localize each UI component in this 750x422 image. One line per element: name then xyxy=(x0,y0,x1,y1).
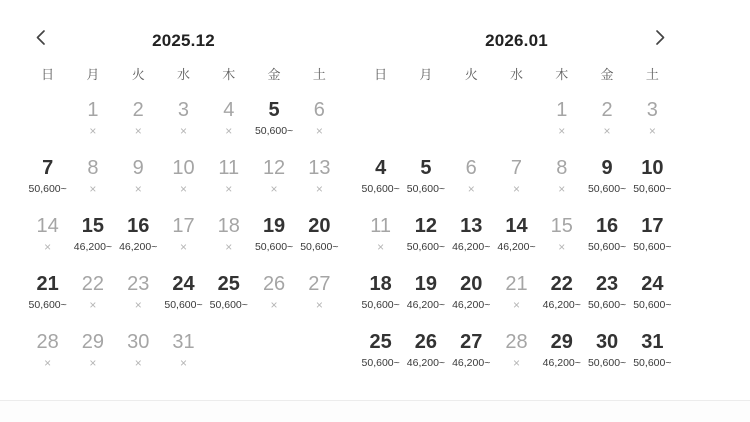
day-number: 6 xyxy=(313,99,325,121)
weekday-label: 土 xyxy=(312,67,326,82)
day-number: 16 xyxy=(595,215,619,237)
day-cell xyxy=(25,206,70,264)
empty-cell xyxy=(494,90,539,148)
day-number: 29 xyxy=(550,331,573,353)
day-price: 50,600~ xyxy=(361,357,400,369)
unavailable-mark: × xyxy=(134,182,142,196)
day-cell[interactable] xyxy=(358,322,403,380)
empty-cell xyxy=(358,90,403,148)
day-number: 15 xyxy=(550,215,573,237)
empty-cell xyxy=(403,90,448,148)
day-number: 9 xyxy=(132,157,144,179)
unavailable-mark: × xyxy=(179,124,187,138)
day-price: 46,200~ xyxy=(452,299,491,311)
day-price: 46,200~ xyxy=(119,241,158,253)
month-title-left: 2025.12 xyxy=(152,31,215,50)
day-cell[interactable] xyxy=(403,148,448,206)
day-number: 30 xyxy=(127,331,150,353)
calendar-header-left xyxy=(25,24,342,58)
weekday-label: 木 xyxy=(222,67,236,82)
day-number: 14 xyxy=(36,215,59,237)
weekday-label: 水 xyxy=(176,67,190,82)
day-number: 17 xyxy=(172,215,195,237)
empty-cell xyxy=(251,322,296,380)
month-title-right: 2026.01 xyxy=(485,31,548,50)
day-cell[interactable] xyxy=(25,264,70,322)
day-number: 7 xyxy=(510,157,523,179)
day-cell xyxy=(70,264,115,322)
unavailable-mark: × xyxy=(89,182,97,196)
day-number: 18 xyxy=(369,273,392,295)
day-cell xyxy=(25,322,70,380)
day-cell xyxy=(539,90,584,148)
day-number: 27 xyxy=(308,273,331,295)
weekday-label: 火 xyxy=(464,67,478,82)
day-price: 50,600~ xyxy=(587,183,627,195)
day-number: 20 xyxy=(460,273,483,295)
day-number: 5 xyxy=(268,99,280,121)
weekday-label: 日 xyxy=(374,67,388,82)
prev-month-button[interactable] xyxy=(27,26,53,52)
weekday-label: 月 xyxy=(419,67,433,82)
day-cell xyxy=(539,148,584,206)
unavailable-mark: × xyxy=(512,298,520,312)
day-cell xyxy=(70,322,115,380)
weekday-label: 金 xyxy=(600,67,614,82)
day-cell[interactable] xyxy=(449,206,494,264)
day-cell[interactable] xyxy=(297,206,342,264)
unavailable-mark: × xyxy=(377,240,385,254)
day-number: 4 xyxy=(223,99,235,121)
day-number: 12 xyxy=(262,157,286,179)
day-number: 30 xyxy=(595,331,619,353)
day-cell[interactable] xyxy=(584,206,629,264)
day-cell[interactable] xyxy=(584,264,629,322)
day-number: 20 xyxy=(308,215,331,237)
day-number: 19 xyxy=(262,215,286,237)
day-number: 21 xyxy=(36,273,59,295)
weekday-label: 日 xyxy=(41,67,55,82)
day-cell xyxy=(206,206,251,264)
day-price: 50,600~ xyxy=(209,299,248,311)
unavailable-mark: × xyxy=(648,124,656,138)
day-number: 16 xyxy=(127,215,150,237)
day-number: 14 xyxy=(505,215,528,237)
chevron-left-icon xyxy=(35,29,46,49)
unavailable-mark: × xyxy=(134,298,142,312)
day-number: 8 xyxy=(556,157,568,179)
day-cell[interactable] xyxy=(630,148,675,206)
day-number: 28 xyxy=(36,331,59,353)
unavailable-mark: × xyxy=(225,240,233,254)
day-cell xyxy=(539,206,584,264)
unavailable-mark: × xyxy=(558,124,566,138)
day-cell[interactable] xyxy=(251,206,296,264)
weekday-label: 木 xyxy=(555,67,569,82)
day-number: 13 xyxy=(308,157,331,179)
day-cell[interactable] xyxy=(403,206,448,264)
weekday-header-row xyxy=(25,62,342,88)
day-cell xyxy=(494,148,539,206)
weekday-label: 土 xyxy=(645,67,659,82)
day-price: 46,200~ xyxy=(542,357,581,369)
day-number: 22 xyxy=(550,273,573,295)
day-cell xyxy=(206,148,251,206)
day-cell xyxy=(358,206,403,264)
day-price: 46,200~ xyxy=(406,357,446,369)
day-cell xyxy=(251,264,296,322)
day-cell[interactable] xyxy=(206,264,251,322)
day-cell[interactable] xyxy=(494,206,539,264)
day-cell xyxy=(161,322,206,380)
unavailable-mark: × xyxy=(89,124,97,138)
day-number: 12 xyxy=(414,215,438,237)
unavailable-mark: × xyxy=(315,182,323,196)
day-cell xyxy=(584,90,629,148)
unavailable-mark: × xyxy=(467,182,475,196)
day-cell[interactable] xyxy=(403,264,448,322)
day-cell xyxy=(161,148,206,206)
unavailable-mark: × xyxy=(225,124,233,138)
day-cell[interactable] xyxy=(539,264,584,322)
day-number: 22 xyxy=(81,273,105,295)
day-price: 50,600~ xyxy=(633,357,672,369)
dual-month-calendar xyxy=(25,24,675,380)
calendar-header-right xyxy=(358,24,675,58)
day-cell[interactable] xyxy=(25,148,70,206)
day-number: 11 xyxy=(370,215,392,237)
empty-cell xyxy=(449,90,494,148)
day-cell xyxy=(161,90,206,148)
day-number: 8 xyxy=(87,157,99,179)
day-number: 4 xyxy=(375,157,387,179)
day-price: 46,200~ xyxy=(452,357,491,369)
day-grid xyxy=(25,90,342,380)
day-cell xyxy=(297,148,342,206)
day-price: 46,200~ xyxy=(73,241,113,253)
day-number: 2 xyxy=(132,99,144,121)
empty-cell xyxy=(25,90,70,148)
day-number: 24 xyxy=(641,273,664,295)
day-number: 10 xyxy=(172,157,195,179)
day-number: 7 xyxy=(42,157,54,179)
day-number: 21 xyxy=(505,273,528,295)
day-cell xyxy=(449,148,494,206)
day-number: 23 xyxy=(595,273,619,295)
chevron-right-icon xyxy=(655,29,666,49)
day-number: 23 xyxy=(127,273,150,295)
unavailable-mark: × xyxy=(558,182,566,196)
day-number: 26 xyxy=(262,273,286,295)
unavailable-mark: × xyxy=(89,356,97,370)
day-cell xyxy=(251,148,296,206)
day-price: 50,600~ xyxy=(633,241,672,253)
day-number: 25 xyxy=(369,331,392,353)
day-price: 50,600~ xyxy=(300,241,339,253)
unavailable-mark: × xyxy=(44,356,52,370)
day-cell[interactable] xyxy=(584,148,629,206)
day-price: 50,600~ xyxy=(406,241,446,253)
unavailable-mark: × xyxy=(44,240,52,254)
day-cell[interactable] xyxy=(161,264,206,322)
day-cell xyxy=(494,322,539,380)
day-number: 26 xyxy=(414,331,438,353)
day-price: 46,200~ xyxy=(542,299,581,311)
day-cell[interactable] xyxy=(251,90,296,148)
day-price: 50,600~ xyxy=(254,125,294,137)
unavailable-mark: × xyxy=(315,124,323,138)
day-cell[interactable] xyxy=(358,264,403,322)
unavailable-mark: × xyxy=(315,298,323,312)
day-price: 46,200~ xyxy=(406,299,446,311)
day-cell xyxy=(116,148,161,206)
day-number: 3 xyxy=(177,99,190,121)
day-cell[interactable] xyxy=(449,322,494,380)
day-price: 50,600~ xyxy=(587,299,627,311)
day-number: 31 xyxy=(641,331,664,353)
day-price: 50,600~ xyxy=(361,183,400,195)
unavailable-mark: × xyxy=(134,356,142,370)
day-price: 50,600~ xyxy=(406,183,446,195)
day-price: 50,600~ xyxy=(633,183,672,195)
day-cell[interactable] xyxy=(449,264,494,322)
day-cell xyxy=(116,264,161,322)
day-price: 46,200~ xyxy=(452,241,491,253)
day-number: 31 xyxy=(172,331,195,353)
next-month-button[interactable] xyxy=(647,26,673,52)
weekday-header-row xyxy=(358,62,675,88)
day-number: 1 xyxy=(556,99,568,121)
day-cell[interactable] xyxy=(70,206,115,264)
day-cell[interactable] xyxy=(116,206,161,264)
day-number: 6 xyxy=(465,157,477,179)
day-number: 17 xyxy=(641,215,664,237)
day-cell xyxy=(297,264,342,322)
below-divider-area xyxy=(0,401,750,422)
day-number: 9 xyxy=(601,157,613,179)
day-number: 19 xyxy=(414,273,438,295)
day-cell[interactable] xyxy=(630,264,675,322)
unavailable-mark: × xyxy=(270,298,278,312)
day-number: 10 xyxy=(641,157,664,179)
day-price: 46,200~ xyxy=(497,241,536,253)
unavailable-mark: × xyxy=(512,356,520,370)
day-number: 5 xyxy=(420,157,432,179)
day-number: 24 xyxy=(172,273,195,295)
day-cell xyxy=(297,90,342,148)
day-number: 18 xyxy=(217,215,240,237)
day-price: 50,600~ xyxy=(164,299,203,311)
day-cell[interactable] xyxy=(584,322,629,380)
day-number: 27 xyxy=(460,331,483,353)
calendar-panel-right xyxy=(358,24,675,380)
day-cell xyxy=(116,90,161,148)
unavailable-mark: × xyxy=(512,182,520,196)
weekday-label: 金 xyxy=(267,67,281,82)
weekday-label: 火 xyxy=(131,67,145,82)
day-number: 2 xyxy=(601,99,613,121)
day-cell xyxy=(70,90,115,148)
day-cell[interactable] xyxy=(630,206,675,264)
day-price: 50,600~ xyxy=(28,299,67,311)
day-cell xyxy=(116,322,161,380)
day-price: 50,600~ xyxy=(587,357,627,369)
day-number: 15 xyxy=(81,215,105,237)
day-grid xyxy=(358,90,675,380)
day-cell[interactable] xyxy=(539,322,584,380)
day-cell xyxy=(494,264,539,322)
day-price: 50,600~ xyxy=(361,299,400,311)
unavailable-mark: × xyxy=(179,182,187,196)
empty-cell xyxy=(297,322,342,380)
day-number: 1 xyxy=(87,99,99,121)
unavailable-mark: × xyxy=(89,298,97,312)
day-number: 3 xyxy=(646,99,658,121)
weekday-label: 月 xyxy=(86,67,100,82)
day-cell xyxy=(70,148,115,206)
unavailable-mark: × xyxy=(179,240,187,254)
unavailable-mark: × xyxy=(225,182,233,196)
calendar-panel-left xyxy=(25,24,342,380)
unavailable-mark: × xyxy=(270,182,278,196)
day-price: 50,600~ xyxy=(587,241,627,253)
unavailable-mark: × xyxy=(179,356,187,370)
unavailable-mark: × xyxy=(603,124,611,138)
day-number: 28 xyxy=(505,331,528,353)
day-cell xyxy=(630,90,675,148)
day-price: 50,600~ xyxy=(254,241,294,253)
day-number: 11 xyxy=(218,157,240,179)
day-cell xyxy=(206,90,251,148)
day-cell[interactable] xyxy=(630,322,675,380)
day-number: 29 xyxy=(81,331,105,353)
day-price: 50,600~ xyxy=(28,183,67,195)
empty-cell xyxy=(206,322,251,380)
day-cell xyxy=(161,206,206,264)
unavailable-mark: × xyxy=(558,240,566,254)
day-cell[interactable] xyxy=(358,148,403,206)
day-number: 13 xyxy=(460,215,483,237)
day-price: 50,600~ xyxy=(633,299,672,311)
weekday-label: 水 xyxy=(509,67,523,82)
day-cell[interactable] xyxy=(403,322,448,380)
unavailable-mark: × xyxy=(134,124,142,138)
day-number: 25 xyxy=(217,273,240,295)
